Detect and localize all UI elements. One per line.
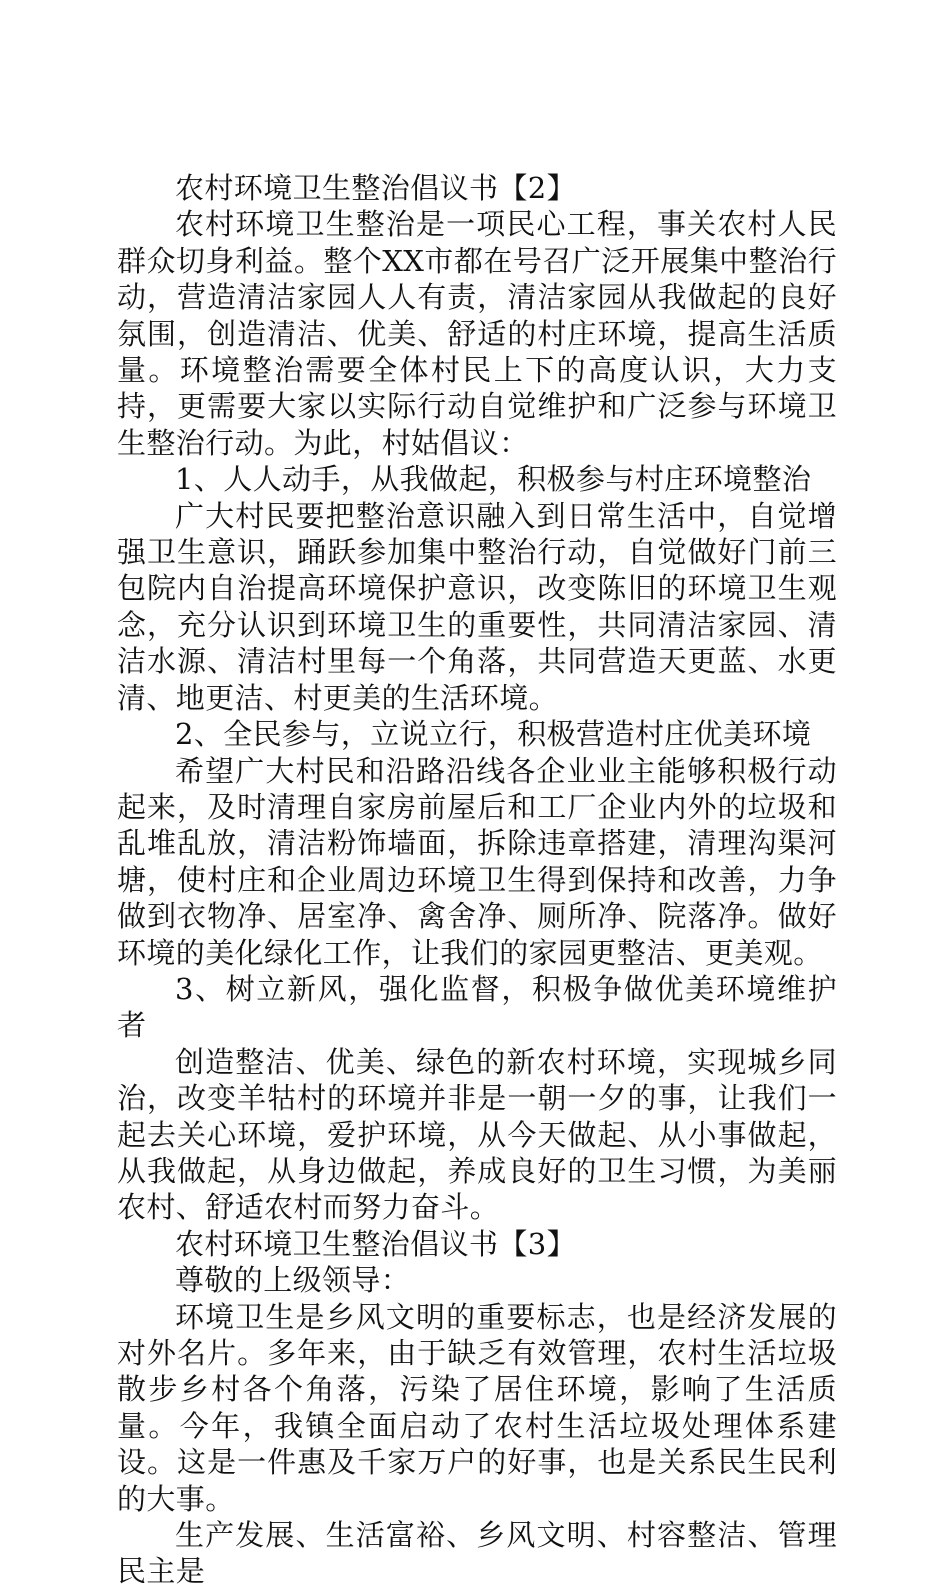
heading-proposal-2: 农村环境卫生整治倡议书【2】 [175,171,577,205]
heading-proposal-3: 农村环境卫生整治倡议书【3】 [175,1226,577,1261]
document-body [117,170,837,1590]
point-3-heading: 3、树立新风，强化监督，积极争做优美环境维护者 [117,971,837,1043]
salutation: 尊敬的上级领导： [175,1263,411,1298]
paragraph-intro: 农村环境卫生整治是一项民心工程，事关农村人民群众切身利益。整个XX市都在号召广泛开展集中整治行动，营造清洁家园人人有责，清洁家园从我做起的良好氛围，创造清洁、优美、舒适的村庄环境，提高生活质量。环境整治需要全体村民上下的高度认识，大力支持，更需要大家以实际行动自觉维护和广泛参与环境卫生整治行动。为此，村姑倡议： [117,207,837,460]
point-1-heading: 1、人人动手，从我做起，积极参与村庄环境整治 [175,462,812,497]
point-1-body: 广大村民要把整治意识融入到日常生活中，自觉增强卫生意识，踊跃参加集中整治行动，自觉做好门前三包院内自治提高环境保护意识，改变陈旧的环境卫生观念，充分认识到环境卫生的重要性，共同清洁家园、清洁水源、清洁村里每一个角落，共同营造天更蓝、水更清、地更洁、村更美的生活环境。 [117,498,837,715]
paragraph-development: 生产发展、生活富裕、乡风文明、村容整洁、管理民主是 [117,1518,837,1589]
point-2-heading: 2、全民参与，立说立行，积极营造村庄优美环境 [175,717,812,752]
paragraph-environment: 环境卫生是乡风文明的重要标志，也是经济发展的对外名片。多年来，由于缺乏有效管理，农村生活垃圾散步乡村各个角落，污染了居住环境，影响了生活质量。今年，我镇全面启动了农村生活垃圾处理体系建设。这是一件惠及千家万户的好事，也是关系民生民利的大事。 [117,1299,837,1516]
point-3-body: 创造整洁、优美、绿色的新农村环境，实现城乡同治，改变羊牯村的环境并非是一朝一夕的事，让我们一起去关心环境，爱护环境，从今天做起、从小事做起，从我做起，从身边做起，养成良好的卫生习惯，为美丽农村、舒适农村而努力奋斗。 [117,1044,837,1225]
point-2-body: 希望广大村民和沿路沿线各企业业主能够积极行动起来，及时清理自家房前屋后和工厂企业内外的垃圾和乱堆乱放，清洁粉饰墙面，拆除违章搭建，清理沟渠河塘，使村庄和企业周边环境卫生得到保持和改善，力争做到衣物净、居室净、禽舍净、厕所净、院落净。做好环境的美化绿化工作，让我们的家园更整洁、更美观。 [117,753,837,970]
